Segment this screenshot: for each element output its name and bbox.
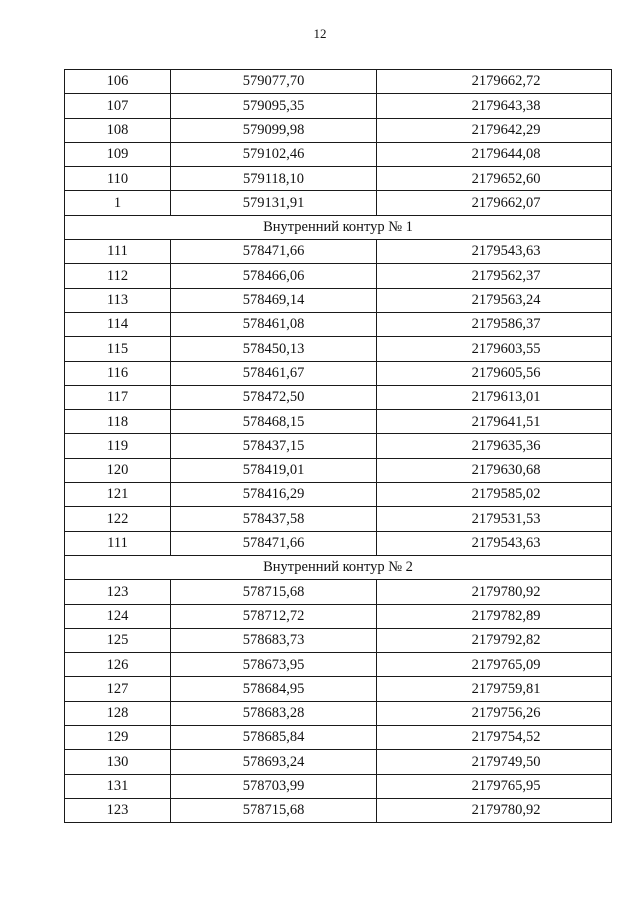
point-number-cell: 108 xyxy=(65,118,171,142)
point-number-cell: 114 xyxy=(65,312,171,336)
y-coordinate-cell: 2179543,63 xyxy=(377,240,612,264)
coordinates-table-body xyxy=(65,70,612,823)
point-number-cell: 127 xyxy=(65,677,171,701)
x-coordinate-cell: 578712,72 xyxy=(171,604,377,628)
point-number-cell: 126 xyxy=(65,653,171,677)
x-coordinate-cell: 578715,68 xyxy=(171,798,377,822)
table-row xyxy=(65,312,612,336)
table-row xyxy=(65,94,612,118)
y-coordinate-cell: 2179644,08 xyxy=(377,142,612,166)
table-row xyxy=(65,580,612,604)
x-coordinate-cell: 578683,28 xyxy=(171,701,377,725)
y-coordinate-cell: 2179749,50 xyxy=(377,750,612,774)
y-coordinate-cell: 2179662,07 xyxy=(377,191,612,215)
y-coordinate-cell: 2179643,38 xyxy=(377,94,612,118)
x-coordinate-cell: 578437,58 xyxy=(171,507,377,531)
point-number-cell: 125 xyxy=(65,628,171,652)
y-coordinate-cell: 2179662,72 xyxy=(377,70,612,94)
y-coordinate-cell: 2179585,02 xyxy=(377,483,612,507)
point-number-cell: 106 xyxy=(65,70,171,94)
y-coordinate-cell: 2179759,81 xyxy=(377,677,612,701)
point-number-cell: 119 xyxy=(65,434,171,458)
table-row xyxy=(65,191,612,215)
x-coordinate-cell: 578685,84 xyxy=(171,726,377,750)
table-row xyxy=(65,70,612,94)
y-coordinate-cell: 2179765,09 xyxy=(377,653,612,677)
section-header-row xyxy=(65,555,612,579)
table-row xyxy=(65,677,612,701)
table-row xyxy=(65,288,612,312)
x-coordinate-cell: 579095,35 xyxy=(171,94,377,118)
y-coordinate-cell: 2179543,63 xyxy=(377,531,612,555)
point-number-cell: 118 xyxy=(65,410,171,434)
table-row xyxy=(65,531,612,555)
y-coordinate-cell: 2179605,56 xyxy=(377,361,612,385)
table-row xyxy=(65,798,612,822)
table-row xyxy=(65,483,612,507)
coordinates-table xyxy=(64,69,612,823)
point-number-cell: 128 xyxy=(65,701,171,725)
y-coordinate-cell: 2179756,26 xyxy=(377,701,612,725)
y-coordinate-cell: 2179562,37 xyxy=(377,264,612,288)
point-number-cell: 122 xyxy=(65,507,171,531)
x-coordinate-cell: 578471,66 xyxy=(171,240,377,264)
table-row xyxy=(65,653,612,677)
y-coordinate-cell: 2179652,60 xyxy=(377,167,612,191)
x-coordinate-cell: 578461,08 xyxy=(171,312,377,336)
point-number-cell: 117 xyxy=(65,385,171,409)
table-row xyxy=(65,337,612,361)
point-number-cell: 109 xyxy=(65,142,171,166)
table-row xyxy=(65,458,612,482)
point-number-cell: 120 xyxy=(65,458,171,482)
x-coordinate-cell: 578466,06 xyxy=(171,264,377,288)
point-number-cell: 112 xyxy=(65,264,171,288)
x-coordinate-cell: 579077,70 xyxy=(171,70,377,94)
y-coordinate-cell: 2179754,52 xyxy=(377,726,612,750)
y-coordinate-cell: 2179531,53 xyxy=(377,507,612,531)
table-row xyxy=(65,240,612,264)
point-number-cell: 124 xyxy=(65,604,171,628)
table-row xyxy=(65,726,612,750)
y-coordinate-cell: 2179635,36 xyxy=(377,434,612,458)
point-number-cell: 116 xyxy=(65,361,171,385)
table-row xyxy=(65,604,612,628)
section-title: Внутренний контур № 1 xyxy=(65,215,612,239)
point-number-cell: 131 xyxy=(65,774,171,798)
point-number-cell: 129 xyxy=(65,726,171,750)
point-number-cell: 1 xyxy=(65,191,171,215)
point-number-cell: 107 xyxy=(65,94,171,118)
x-coordinate-cell: 578461,67 xyxy=(171,361,377,385)
y-coordinate-cell: 2179765,95 xyxy=(377,774,612,798)
x-coordinate-cell: 578693,24 xyxy=(171,750,377,774)
point-number-cell: 121 xyxy=(65,483,171,507)
y-coordinate-cell: 2179613,01 xyxy=(377,385,612,409)
page-number: 12 xyxy=(313,26,327,41)
y-coordinate-cell: 2179642,29 xyxy=(377,118,612,142)
table-row xyxy=(65,167,612,191)
y-coordinate-cell: 2179780,92 xyxy=(377,798,612,822)
point-number-cell: 123 xyxy=(65,798,171,822)
table-row xyxy=(65,264,612,288)
table-row xyxy=(65,142,612,166)
point-number-cell: 113 xyxy=(65,288,171,312)
x-coordinate-cell: 579102,46 xyxy=(171,142,377,166)
x-coordinate-cell: 578419,01 xyxy=(171,458,377,482)
point-number-cell: 110 xyxy=(65,167,171,191)
y-coordinate-cell: 2179563,24 xyxy=(377,288,612,312)
table-row xyxy=(65,774,612,798)
y-coordinate-cell: 2179641,51 xyxy=(377,410,612,434)
point-number-cell: 111 xyxy=(65,240,171,264)
table-row xyxy=(65,385,612,409)
point-number-cell: 130 xyxy=(65,750,171,774)
table-row xyxy=(65,628,612,652)
y-coordinate-cell: 2179780,92 xyxy=(377,580,612,604)
x-coordinate-cell: 578450,13 xyxy=(171,337,377,361)
y-coordinate-cell: 2179782,89 xyxy=(377,604,612,628)
table-row xyxy=(65,750,612,774)
x-coordinate-cell: 578684,95 xyxy=(171,677,377,701)
point-number-cell: 123 xyxy=(65,580,171,604)
x-coordinate-cell: 579118,10 xyxy=(171,167,377,191)
x-coordinate-cell: 578468,15 xyxy=(171,410,377,434)
x-coordinate-cell: 578469,14 xyxy=(171,288,377,312)
y-coordinate-cell: 2179792,82 xyxy=(377,628,612,652)
table-row xyxy=(65,701,612,725)
y-coordinate-cell: 2179630,68 xyxy=(377,458,612,482)
x-coordinate-cell: 578673,95 xyxy=(171,653,377,677)
x-coordinate-cell: 578683,73 xyxy=(171,628,377,652)
section-title: Внутренний контур № 2 xyxy=(65,555,612,579)
x-coordinate-cell: 578472,50 xyxy=(171,385,377,409)
y-coordinate-cell: 2179603,55 xyxy=(377,337,612,361)
x-coordinate-cell: 578703,99 xyxy=(171,774,377,798)
point-number-cell: 111 xyxy=(65,531,171,555)
section-header-row xyxy=(65,215,612,239)
x-coordinate-cell: 578471,66 xyxy=(171,531,377,555)
point-number-cell: 115 xyxy=(65,337,171,361)
y-coordinate-cell: 2179586,37 xyxy=(377,312,612,336)
table-row xyxy=(65,118,612,142)
x-coordinate-cell: 579131,91 xyxy=(171,191,377,215)
x-coordinate-cell: 578437,15 xyxy=(171,434,377,458)
x-coordinate-cell: 578715,68 xyxy=(171,580,377,604)
table-row xyxy=(65,434,612,458)
table-row xyxy=(65,507,612,531)
x-coordinate-cell: 579099,98 xyxy=(171,118,377,142)
table-row xyxy=(65,361,612,385)
x-coordinate-cell: 578416,29 xyxy=(171,483,377,507)
table-row xyxy=(65,410,612,434)
